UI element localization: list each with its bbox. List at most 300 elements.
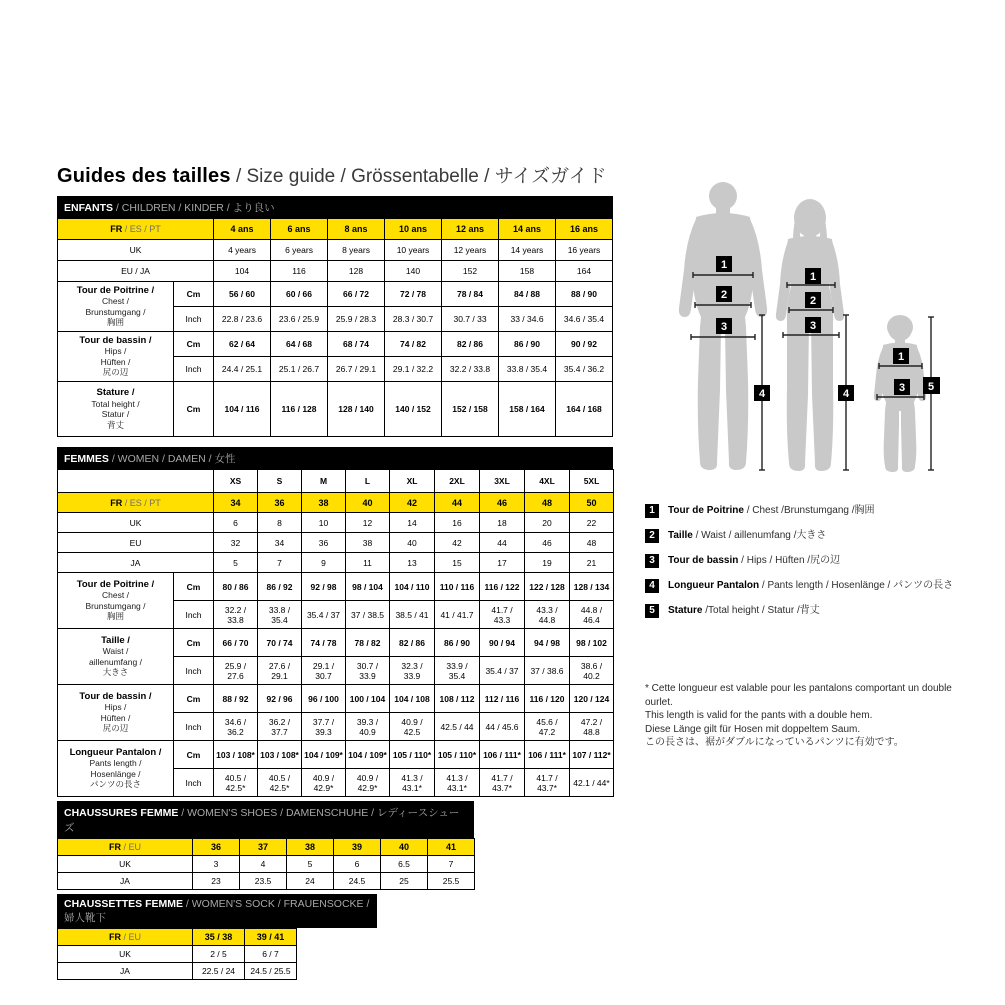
unit-cell: Inch <box>174 357 214 382</box>
women-shoes-title: CHAUSSURES FEMME <box>64 807 179 819</box>
table-cell: 152 / 158 <box>442 382 499 437</box>
size-column-header: M <box>302 470 346 493</box>
table-cell: 16 ans <box>556 219 613 240</box>
table-cell: 68 / 74 <box>328 332 385 357</box>
table-cell: 34.6 / 35.4 <box>556 307 613 332</box>
page-title <box>57 164 613 189</box>
svg-text:2: 2 <box>720 289 728 301</box>
svg-text:1: 1 <box>720 259 728 271</box>
table-cell: 22 <box>570 513 614 533</box>
woman-hips-marker <box>805 317 821 333</box>
women-shoes-title-translations: / WOMEN'S SHOES / DAMENSCHUHE / レディースシューズ <box>64 807 460 834</box>
table-cell: 86 / 90 <box>499 332 556 357</box>
man-hips-marker <box>716 318 732 334</box>
table-cell: 41.7 / 43.7* <box>480 769 525 797</box>
man-chest-marker <box>716 256 732 272</box>
row-label: JA <box>58 963 193 980</box>
table-cell: 72 / 78 <box>385 282 442 307</box>
table-cell: 4 years <box>214 240 271 261</box>
woman-chest-marker <box>805 268 821 284</box>
table-cell: 60 / 66 <box>271 282 328 307</box>
table-cell: 47.2 / 48.8 <box>570 713 614 741</box>
row-label: EU / JA <box>58 261 214 282</box>
table-cell: 105 / 110* <box>390 741 435 769</box>
unit-cell: Inch <box>174 307 214 332</box>
table-cell: 108 / 112 <box>435 685 480 713</box>
row-label: FR / EU <box>58 839 193 856</box>
table-cell: 6 years <box>271 240 328 261</box>
table-cell: 23.6 / 25.9 <box>271 307 328 332</box>
table-cell: 10 <box>302 513 346 533</box>
size-column-header: XL <box>390 470 435 493</box>
table-cell: 39 / 41 <box>245 929 297 946</box>
children-table-title-translations: / CHILDREN / KINDER / より良い <box>113 202 275 214</box>
women-table-header-bar <box>57 447 613 469</box>
table-cell: 120 / 124 <box>570 685 614 713</box>
table-cell: 29.1 / 32.2 <box>385 357 442 382</box>
table-cell: 74 / 82 <box>385 332 442 357</box>
table-cell: 40 <box>346 493 390 513</box>
table-cell: 107 / 112* <box>570 741 614 769</box>
table-cell: 39.3 / 40.9 <box>346 713 390 741</box>
unit-cell: Cm <box>174 685 214 713</box>
table-cell: 3 <box>193 856 240 873</box>
table-cell: 25.9 / 27.6 <box>214 657 258 685</box>
table-cell: 6 / 7 <box>245 946 297 963</box>
table-cell: 40.5 / 42.5* <box>258 769 302 797</box>
page-title-main: Guides des tailles <box>57 165 231 187</box>
table-cell: 164 / 168 <box>556 382 613 437</box>
table-cell: 40 <box>381 839 428 856</box>
row-label: FR / ES / PT <box>58 219 214 240</box>
women-socks-header-bar <box>57 894 377 928</box>
legend-item-pantslength <box>645 579 980 593</box>
svg-text:4: 4 <box>842 388 850 400</box>
table-cell: 42.5 / 44 <box>435 713 480 741</box>
footnote-line-de: Diese Länge gilt für Hosen mit doppeltem Saum. <box>645 723 861 735</box>
table-cell: 22.5 / 24 <box>193 963 245 980</box>
size-column-header: S <box>258 470 302 493</box>
table-cell: 116 / 122 <box>480 573 525 601</box>
table-cell: 33.8 / 35.4 <box>499 357 556 382</box>
row-label: FR / ES / PT <box>58 493 214 513</box>
row-label: UK <box>58 856 193 873</box>
table-cell: 98 / 102 <box>570 629 614 657</box>
svg-text:3: 3 <box>720 321 728 333</box>
table-cell: 39 <box>334 839 381 856</box>
table-cell: 104 / 109* <box>346 741 390 769</box>
child-hips-marker <box>894 379 910 395</box>
table-cell: 4 ans <box>214 219 271 240</box>
row-label: JA <box>58 873 193 890</box>
measurement-row-label: Longueur Pantalon / Pants length / Hosenlänge / パンツの長さ <box>58 741 174 797</box>
table-cell: 24.5 / 25.5 <box>245 963 297 980</box>
table-cell: 106 / 111* <box>480 741 525 769</box>
measurement-row-label: Tour de bassin / Hips / Hüften / 尻の辺 <box>58 685 174 741</box>
table-cell: 32.2 / 33.8 <box>214 601 258 629</box>
unit-cell: Cm <box>174 629 214 657</box>
table-cell: 92 / 96 <box>258 685 302 713</box>
table-cell: 24 <box>287 873 334 890</box>
unit-cell: Cm <box>174 573 214 601</box>
table-cell: 34 <box>258 533 302 553</box>
unit-cell: Cm <box>174 282 214 307</box>
table-cell: 38 <box>346 533 390 553</box>
man-pantslength-marker <box>754 385 770 401</box>
measurement-row-label: Tour de Poitrine / Chest / Brunstumgang / 胸囲 <box>58 282 174 332</box>
women-size-section <box>57 447 613 797</box>
table-cell: 41 <box>428 839 475 856</box>
table-cell: 12 <box>346 513 390 533</box>
unit-cell: Inch <box>174 601 214 629</box>
table-cell: 164 <box>556 261 613 282</box>
legend-label: Tour de Poitrine / Chest /Brunstumgang /胸囲 <box>668 505 875 516</box>
legend-number-badge: 5 <box>645 604 659 618</box>
table-cell: 36 <box>258 493 302 513</box>
table-cell: 116 / 128 <box>271 382 328 437</box>
table-cell: 10 ans <box>385 219 442 240</box>
table-cell: 32 <box>214 533 258 553</box>
table-cell: 35.4 / 37 <box>302 601 346 629</box>
table-cell: 112 / 116 <box>480 685 525 713</box>
children-table-title: ENFANTS <box>64 202 114 214</box>
table-cell: 14 <box>390 513 435 533</box>
svg-text:1: 1 <box>809 271 817 283</box>
table-cell: 37 <box>240 839 287 856</box>
legend-number-badge: 4 <box>645 579 659 593</box>
svg-text:4: 4 <box>758 388 766 400</box>
table-cell: 90 / 94 <box>480 629 525 657</box>
children-size-table <box>57 218 613 437</box>
table-cell: 33 / 34.6 <box>499 307 556 332</box>
measurement-row-label: Tour de Poitrine / Chest / Brunstumgang / 胸囲 <box>58 573 174 629</box>
legend-label: Stature /Total height / Statur /背丈 <box>668 605 820 616</box>
measurement-legend <box>645 504 980 629</box>
pants-length-footnote <box>645 682 975 750</box>
table-cell: 41.7 / 43.3 <box>480 601 525 629</box>
size-column-header: XS <box>214 470 258 493</box>
table-cell: 34.6 / 36.2 <box>214 713 258 741</box>
row-label: FR / EU <box>58 929 193 946</box>
table-cell: 41.3 / 43.1* <box>435 769 480 797</box>
svg-text:5: 5 <box>927 381 935 393</box>
table-cell: 40.5 / 42.5* <box>214 769 258 797</box>
table-cell: 17 <box>480 553 525 573</box>
table-cell: 104 / 109* <box>302 741 346 769</box>
size-column-header: L <box>346 470 390 493</box>
measurement-row-label: Tour de bassin / Hips / Hüften / 尻の辺 <box>58 332 174 382</box>
size-column-header: 5XL <box>570 470 614 493</box>
legend-label: Longueur Pantalon / Pants length / Hosenlänge / パンツの長さ <box>668 580 954 591</box>
table-cell: 7 <box>258 553 302 573</box>
legend-item-waist <box>645 529 980 543</box>
women-shoes-table <box>57 838 475 890</box>
legend-label: Taille / Waist / aillenumfang /大きさ <box>668 530 827 541</box>
table-cell: 12 ans <box>442 219 499 240</box>
table-cell: 86 / 92 <box>258 573 302 601</box>
table-cell: 8 ans <box>328 219 385 240</box>
footnote-line-fr: * Cette longueur est valable pour les pantalons comportant un double ourlet. <box>645 683 952 708</box>
table-cell: 14 years <box>499 240 556 261</box>
legend-number-badge: 2 <box>645 529 659 543</box>
table-cell: 34 <box>214 493 258 513</box>
unit-cell: Inch <box>174 657 214 685</box>
table-cell: 78 / 84 <box>442 282 499 307</box>
table-cell: 21 <box>570 553 614 573</box>
table-cell: 106 / 111* <box>525 741 570 769</box>
table-cell: 158 <box>499 261 556 282</box>
table-cell: 2 / 5 <box>193 946 245 963</box>
table-cell: 25.9 / 28.3 <box>328 307 385 332</box>
table-cell: 104 / 116 <box>214 382 271 437</box>
table-cell: 45.6 / 47.2 <box>525 713 570 741</box>
table-cell: 105 / 110* <box>435 741 480 769</box>
table-cell: 46 <box>480 493 525 513</box>
unit-cell: Inch <box>174 713 214 741</box>
table-cell: 30.7 / 33 <box>442 307 499 332</box>
table-cell: 104 / 110 <box>390 573 435 601</box>
table-cell: 37 / 38.6 <box>525 657 570 685</box>
size-column-header: 2XL <box>435 470 480 493</box>
table-cell: 37.7 / 39.3 <box>302 713 346 741</box>
table-cell: 35.4 / 36.2 <box>556 357 613 382</box>
children-table-header-bar <box>57 196 613 218</box>
women-socks-title: CHAUSSETTES FEMME <box>64 898 184 910</box>
women-socks-section <box>57 894 613 980</box>
table-cell: 38.6 / 40.2 <box>570 657 614 685</box>
legend-item-hips <box>645 554 980 568</box>
table-cell: 8 years <box>328 240 385 261</box>
row-label: UK <box>58 513 214 533</box>
tables-column <box>57 164 613 989</box>
table-cell: 38 <box>287 839 334 856</box>
table-cell: 27.6 / 29.1 <box>258 657 302 685</box>
svg-text:1: 1 <box>897 351 905 363</box>
table-cell: 25.5 <box>428 873 475 890</box>
table-cell: 16 years <box>556 240 613 261</box>
row-label <box>58 470 214 493</box>
table-cell: 6.5 <box>381 856 428 873</box>
women-shoes-header-bar <box>57 801 474 838</box>
table-cell: 64 / 68 <box>271 332 328 357</box>
table-cell: 158 / 164 <box>499 382 556 437</box>
table-cell: 50 <box>570 493 614 513</box>
table-cell: 48 <box>570 533 614 553</box>
table-cell: 44 <box>480 533 525 553</box>
table-cell: 9 <box>302 553 346 573</box>
table-cell: 32.2 / 33.8 <box>442 357 499 382</box>
woman-waist-marker <box>805 292 821 308</box>
table-cell: 35 / 38 <box>193 929 245 946</box>
table-cell: 82 / 86 <box>390 629 435 657</box>
women-socks-title-translations: / WOMEN'S SOCK / FRAUENSOCKE / 婦人靴下 <box>64 898 370 924</box>
row-label: EU <box>58 533 214 553</box>
footnote-line-ja: この長さは、裾がダブルになっているパンツに有効です。 <box>645 737 904 748</box>
unit-cell: Cm <box>174 382 214 437</box>
table-cell: 40 <box>390 533 435 553</box>
table-cell: 37 / 38.5 <box>346 601 390 629</box>
row-label: JA <box>58 553 214 573</box>
table-cell: 11 <box>346 553 390 573</box>
table-cell: 4 <box>240 856 287 873</box>
table-cell: 48 <box>525 493 570 513</box>
body-measurement-diagram <box>645 180 960 480</box>
table-cell: 103 / 108* <box>258 741 302 769</box>
table-cell: 44.8 / 46.4 <box>570 601 614 629</box>
table-cell: 88 / 92 <box>214 685 258 713</box>
table-cell: 44 <box>435 493 480 513</box>
women-table-title-translations: / WOMEN / DAMEN / 女性 <box>108 453 236 465</box>
table-cell: 128 / 134 <box>570 573 614 601</box>
legend-item-chest <box>645 504 980 518</box>
table-cell: 15 <box>435 553 480 573</box>
table-cell: 35.4 / 37 <box>480 657 525 685</box>
table-cell: 23 <box>193 873 240 890</box>
table-cell: 56 / 60 <box>214 282 271 307</box>
women-size-table <box>57 469 614 797</box>
size-column-header: 4XL <box>525 470 570 493</box>
table-cell: 25 <box>381 873 428 890</box>
table-cell: 28.3 / 30.7 <box>385 307 442 332</box>
women-table-title: FEMMES <box>64 453 109 465</box>
table-cell: 66 / 70 <box>214 629 258 657</box>
table-cell: 128 / 140 <box>328 382 385 437</box>
unit-cell: Inch <box>174 769 214 797</box>
legend-label: Tour de bassin / Hips / Hüften /尻の辺 <box>668 555 841 566</box>
table-cell: 43.3 / 44.8 <box>525 601 570 629</box>
table-cell: 62 / 64 <box>214 332 271 357</box>
table-cell: 74 / 78 <box>302 629 346 657</box>
unit-cell: Cm <box>174 741 214 769</box>
table-cell: 66 / 72 <box>328 282 385 307</box>
table-cell: 140 <box>385 261 442 282</box>
table-cell: 38 <box>302 493 346 513</box>
table-cell: 12 years <box>442 240 499 261</box>
table-cell: 33.9 / 35.4 <box>435 657 480 685</box>
table-cell: 41 / 41.7 <box>435 601 480 629</box>
table-cell: 24.4 / 25.1 <box>214 357 271 382</box>
table-cell: 84 / 88 <box>499 282 556 307</box>
table-cell: 103 / 108* <box>214 741 258 769</box>
table-cell: 29.1 / 30.7 <box>302 657 346 685</box>
table-cell: 40.9 / 42.5 <box>390 713 435 741</box>
table-cell: 6 <box>214 513 258 533</box>
row-label: UK <box>58 946 193 963</box>
table-cell: 36 <box>193 839 240 856</box>
diagram-column <box>645 180 980 800</box>
table-cell: 46 <box>525 533 570 553</box>
table-cell: 140 / 152 <box>385 382 442 437</box>
svg-text:3: 3 <box>898 382 906 394</box>
table-cell: 70 / 74 <box>258 629 302 657</box>
table-cell: 116 <box>271 261 328 282</box>
table-cell: 104 / 108 <box>390 685 435 713</box>
table-cell: 88 / 90 <box>556 282 613 307</box>
row-label: UK <box>58 240 214 261</box>
table-cell: 7 <box>428 856 475 873</box>
svg-text:3: 3 <box>809 320 817 332</box>
table-cell: 13 <box>390 553 435 573</box>
table-cell: 23.5 <box>240 873 287 890</box>
children-size-section <box>57 196 613 437</box>
child-chest-marker <box>893 348 909 364</box>
table-cell: 41.7 / 43.7* <box>525 769 570 797</box>
table-cell: 90 / 92 <box>556 332 613 357</box>
table-cell: 8 <box>258 513 302 533</box>
table-cell: 36 <box>302 533 346 553</box>
table-cell: 24.5 <box>334 873 381 890</box>
table-cell: 78 / 82 <box>346 629 390 657</box>
table-cell: 100 / 104 <box>346 685 390 713</box>
table-cell: 16 <box>435 513 480 533</box>
table-cell: 6 ans <box>271 219 328 240</box>
table-cell: 96 / 100 <box>302 685 346 713</box>
unit-cell: Cm <box>174 332 214 357</box>
table-cell: 82 / 86 <box>442 332 499 357</box>
women-socks-table <box>57 928 297 980</box>
table-cell: 110 / 116 <box>435 573 480 601</box>
footnote-line-en: This length is valid for the pants with a double hem. <box>645 710 873 721</box>
table-cell: 25.1 / 26.7 <box>271 357 328 382</box>
table-cell: 98 / 104 <box>346 573 390 601</box>
table-cell: 36.2 / 37.7 <box>258 713 302 741</box>
table-cell: 128 <box>328 261 385 282</box>
man-waist-marker <box>716 286 732 302</box>
table-cell: 41.3 / 43.1* <box>390 769 435 797</box>
table-cell: 40.9 / 42.9* <box>302 769 346 797</box>
table-cell: 20 <box>525 513 570 533</box>
page-title-translations: / Size guide / Grössentabelle / サイズガイド <box>230 166 607 187</box>
table-cell: 104 <box>214 261 271 282</box>
table-cell: 6 <box>334 856 381 873</box>
table-cell: 44 / 45.6 <box>480 713 525 741</box>
table-cell: 40.9 / 42.9* <box>346 769 390 797</box>
table-cell: 14 ans <box>499 219 556 240</box>
measurement-row-label: Stature / Total height / Statur / 背丈 <box>58 382 174 437</box>
size-column-header: 3XL <box>480 470 525 493</box>
table-cell: 42 <box>435 533 480 553</box>
woman-pantslength-marker <box>838 385 854 401</box>
legend-number-badge: 3 <box>645 554 659 568</box>
table-cell: 94 / 98 <box>525 629 570 657</box>
legend-number-badge: 1 <box>645 504 659 518</box>
table-cell: 38.5 / 41 <box>390 601 435 629</box>
legend-item-stature <box>645 604 980 618</box>
table-cell: 116 / 120 <box>525 685 570 713</box>
table-cell: 30.7 / 33.9 <box>346 657 390 685</box>
child-stature-marker <box>923 377 940 394</box>
table-cell: 42.1 / 44* <box>570 769 614 797</box>
table-cell: 152 <box>442 261 499 282</box>
table-cell: 18 <box>480 513 525 533</box>
table-cell: 10 years <box>385 240 442 261</box>
table-cell: 32.3 / 33.9 <box>390 657 435 685</box>
women-shoes-section <box>57 801 613 890</box>
measurement-row-label: Taille / Waist / aillenumfang / 大きさ <box>58 629 174 685</box>
table-cell: 26.7 / 29.1 <box>328 357 385 382</box>
table-cell: 86 / 90 <box>435 629 480 657</box>
table-cell: 122 / 128 <box>525 573 570 601</box>
svg-text:2: 2 <box>809 295 817 307</box>
table-cell: 80 / 86 <box>214 573 258 601</box>
table-cell: 92 / 98 <box>302 573 346 601</box>
table-cell: 22.8 / 23.6 <box>214 307 271 332</box>
table-cell: 42 <box>390 493 435 513</box>
table-cell: 5 <box>287 856 334 873</box>
table-cell: 33.8 / 35.4 <box>258 601 302 629</box>
table-cell: 19 <box>525 553 570 573</box>
table-cell: 5 <box>214 553 258 573</box>
